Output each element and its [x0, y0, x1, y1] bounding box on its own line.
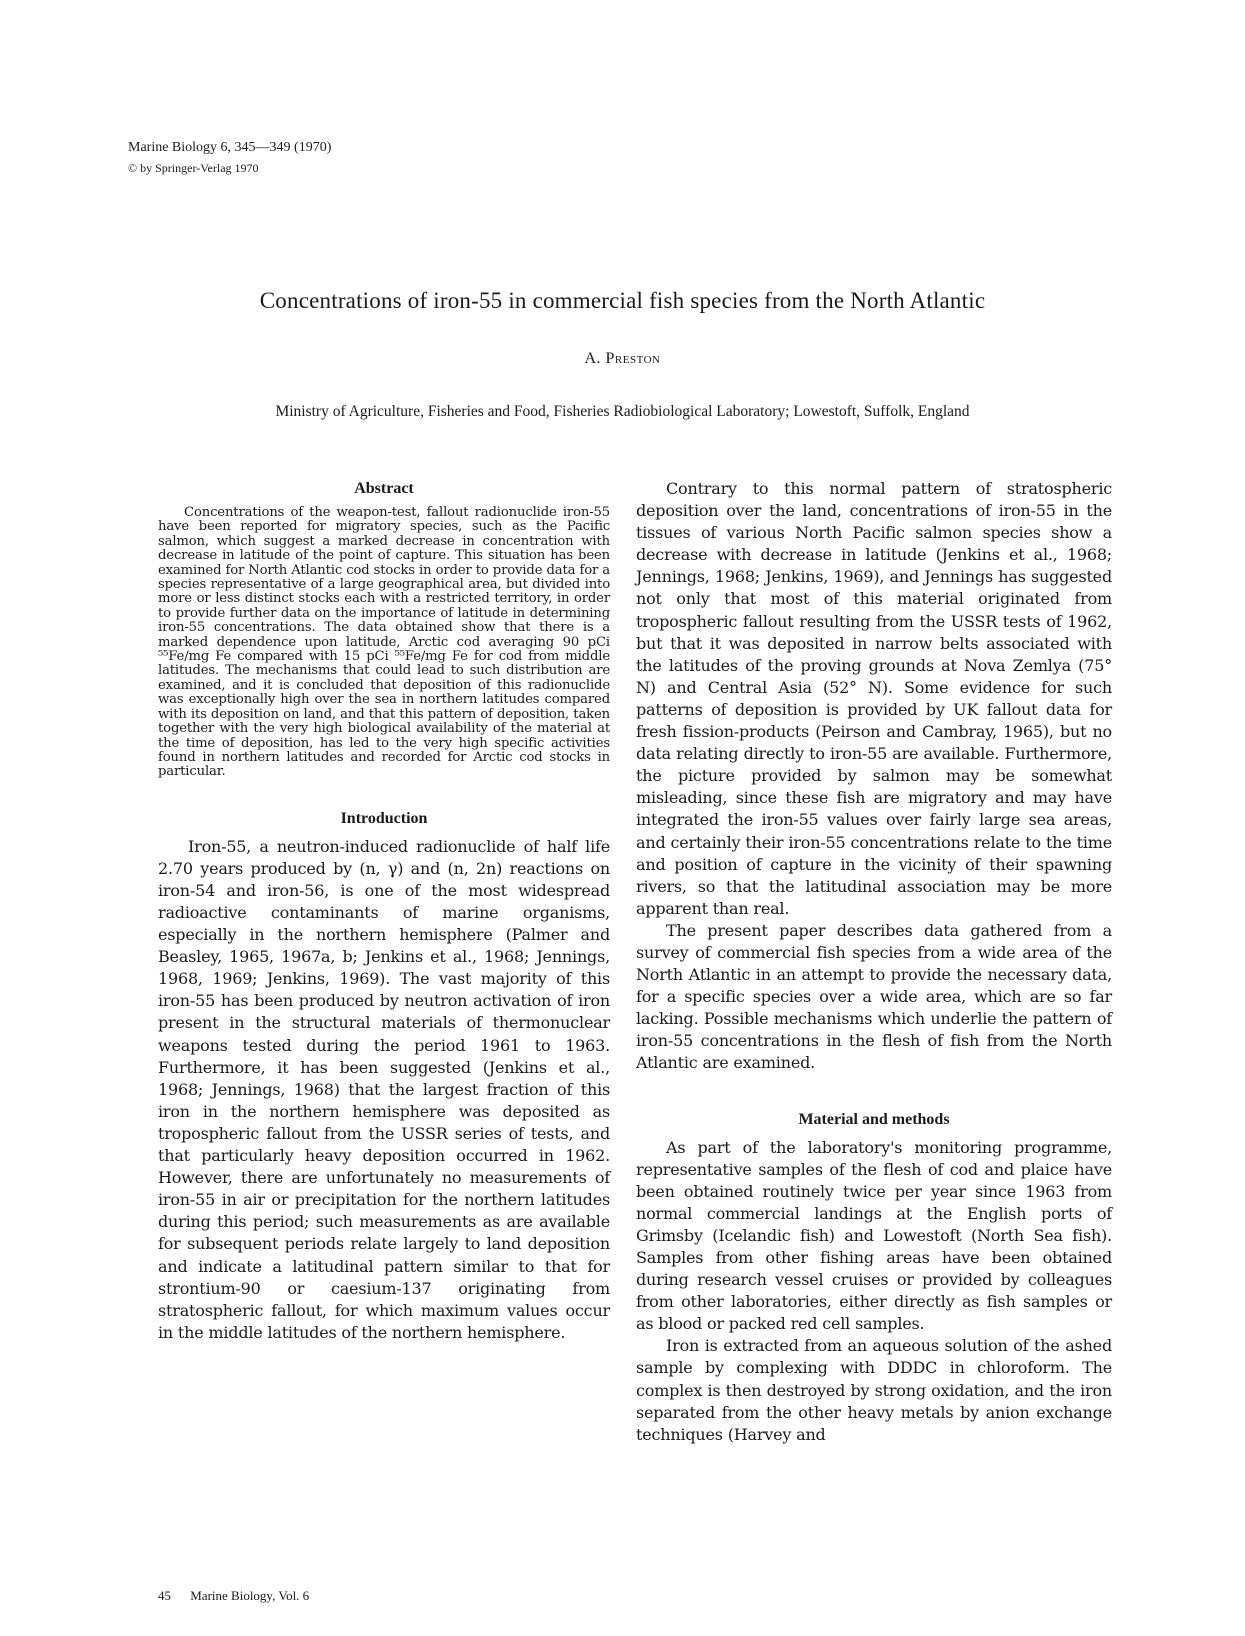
journal-volume: Marine Biology, Vol. 6	[190, 1588, 310, 1603]
methods-paragraph-2: Iron is extracted from an aqueous solution of the ashed sample by complexing with DDDC in chloroform. The complex is then destroyed by strong oxidation, and the iron separated from the other heavy metals by anion exchange techniques (Harvey and	[636, 1336, 1112, 1444]
introduction-paragraph-3: The present paper describes data gathered from a survey of commercial fish species from a wide area of the North Atlantic in an attempt to provide the necessary data, for a specific species over a wide area, which are so far lacking. Possible mechanisms which underlie the pattern of iron-55 concentrations in the flesh of fish from the North Atlantic are examined.	[636, 920, 1112, 1073]
methods-paragraph-1: As part of the laboratory's monitoring programme, representative samples of the flesh of cod and plaice have been obtained routinely twice per year since 1963 from normal commercial landings at the English ports of Grimsby (Icelandic fish) and Lowestoft (North Sea fish). Samples from other fishing areas have been obtained during research vessel cruises or provided by colleagues from other laboratories, either directly as fish samples or as blood or packed red cell samples.	[636, 1137, 1112, 1334]
paper-title: Concentrations of iron-55 in commercial fish species from the North Atlantic	[259, 288, 986, 313]
right-column	[636, 478, 1112, 1446]
journal-reference: Marine Biology 6, 345—349 (1970)	[128, 140, 332, 155]
methods-heading: Material and methods	[798, 1110, 950, 1128]
introduction-heading: Introduction	[340, 809, 428, 827]
copyright-line: © by Springer-Verlag 1970	[128, 161, 259, 175]
author-name: A. Preston	[584, 350, 661, 367]
journal-citation	[128, 138, 331, 178]
abstract-heading: Abstract	[354, 480, 414, 497]
left-column	[158, 478, 610, 1344]
introduction-paragraph-2: Contrary to this normal pattern of stratospheric deposition over the land, concentrations of iron-55 in the tissues of various North Pacific salmon species show a decrease with decrease in latitude (Jenkins et al., 1968; Jennings, 1968; Jenkins, 1969), and Jennings has suggested not only that most of this material originated from tropospheric fallout resulting from the USSR tests of 1962, but that it was deposited in narrow belts associated with the latitudes of the proving grounds at Nova Zemlya (75° N) and Central Asia (52° N). Some evidence for such patterns of deposition is provided by UK fallout data for fresh fission-products (Peirson and Cambray, 1965), but no data relating directly to iron-55 are available. Furthermore, the picture provided by salmon may be somewhat misleading, since these fish are migratory and may have integrated the iron-55 values over fairly large sea areas, and certainly their iron-55 concentrations relate to the time and position of capture in the vicinity of their spawning rivers, so that the latitudinal association may be more apparent than real.	[636, 479, 1112, 918]
author-affiliation: Ministry of Agriculture, Fisheries and Food, Fisheries Radiobiological Laboratory; Lowestoft, Suffolk, England	[275, 403, 970, 420]
page-footer	[158, 1588, 309, 1604]
introduction-paragraph-1: Iron-55, a neutron-induced radionuclide of half life 2.70 years produced by (n, γ) and (n, 2n) reactions on iron-54 and iron-56, is one of the most widespread radioactive contaminants of marine organisms, especially in the northern hemisphere (Palmer and Beasley, 1965, 1967a, b; Jenkins et al., 1968; Jennings, 1968, 1969; Jenkins, 1969). The vast majority of this iron-55 has been produced by neutron activation of iron present in the structural materials of thermonuclear weapons tested during the period 1961 to 1963. Furthermore, it has been suggested (Jenkins et al., 1968; Jennings, 1968) that the largest fraction of this iron in the northern hemisphere was deposited as tropospheric fallout from the USSR series of tests, and that particularly heavy deposition occurred in 1962. However, there are unfortunately no measurements of iron-55 in air or precipitation for the northern latitudes during this period; such measurements as are available for subsequent periods relate largely to land deposition and indicate a latitudinal pattern similar to that for strontium-90 or caesium-137 originating from stratospheric fallout, for which maximum values occur in the middle latitudes of the northern hemisphere.	[158, 836, 610, 1342]
page-number: 45	[158, 1588, 171, 1603]
abstract-text: Concentrations of the weapon-test, fallout radionuclide iron-55 have been reported for migratory species, such as the Pacific salmon, which suggest a marked decrease in concentration with decrease in latitude of the point of capture. This situation has been examined for North Atlantic cod stocks in order to provide data for a species representative of a large geographical area, but divided into more or less distinct stocks each with a restricted territory, in order to provide further data on the importance of latitude in determining iron-55 concentrations. The data obtained show that there is a marked dependence upon latitude, Arctic cod averaging 90 pCi ⁵⁵Fe/mg Fe compared with 15 pCi ⁵⁵Fe/mg Fe for cod from middle latitudes. The mechanisms that could lead to such distribution are examined, and it is concluded that deposition of this radionuclide was exceptionally high over the sea in northern latitudes compared with its deposition on land, and that this pattern of deposition, taken together with the very high biological availability of the material at the time of deposition, has led to the very high specific activities found in northern latitudes and recorded for Arctic cod stocks in particular.	[158, 505, 610, 780]
